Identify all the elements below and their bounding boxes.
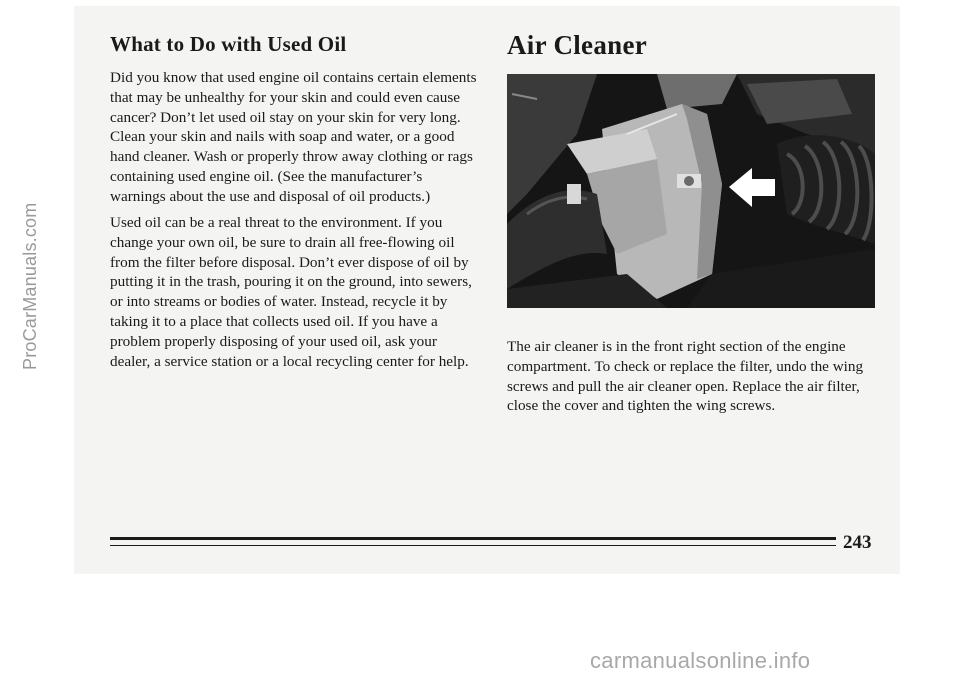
- used-oil-paragraph-1: Did you know that used engine oil contains certain elements that may be unhealthy for your skin and could even cause cancer? Don’t let used oil stay on your skin for very long. Clean your skin and nails with soap and water, or a good hand cleaner. Wash or properly throw away clothing or rags containing used engine oil. (See the manufacturer’s warnings about the use and disposal of oil products.): [110, 69, 477, 205]
- page-number: 243: [843, 532, 872, 553]
- air-cleaner-paragraph: The air cleaner is in the front right section of the engine compartment. To check or replace the filter, undo the wing screws and pull the air cleaner open. Replace the air filter, close the cover and tighten the wing screws.: [507, 338, 864, 415]
- engine-air-cleaner-photo: [507, 74, 875, 308]
- watermark-bottom: carmanualsonline.info: [590, 648, 811, 673]
- section-heading-used-oil: What to Do with Used Oil: [110, 32, 347, 56]
- footer-rule-thin: [110, 545, 836, 546]
- engine-photo-illustration: [507, 74, 875, 308]
- section-heading-air-cleaner: Air Cleaner: [507, 30, 648, 60]
- watermark-vertical-text: ProCarManuals.com: [20, 202, 40, 370]
- watermark-vertical: [20, 202, 40, 370]
- footer-rule-thick: [110, 537, 836, 540]
- used-oil-paragraph-2: Used oil can be a real threat to the environment. If you change your own oil, be sure to drain all free-flowing oil from the filter before disposal. Don’t ever dispose of oil by putting it in the trash, pouring it on the ground, into sewers, or into streams or bodies of water. Instead, recycle it by taking it to a place that collects used oil. If you have a problem properly disposing of your used oil, ask your dealer, a service station or a local recycling center for help.: [110, 214, 472, 370]
